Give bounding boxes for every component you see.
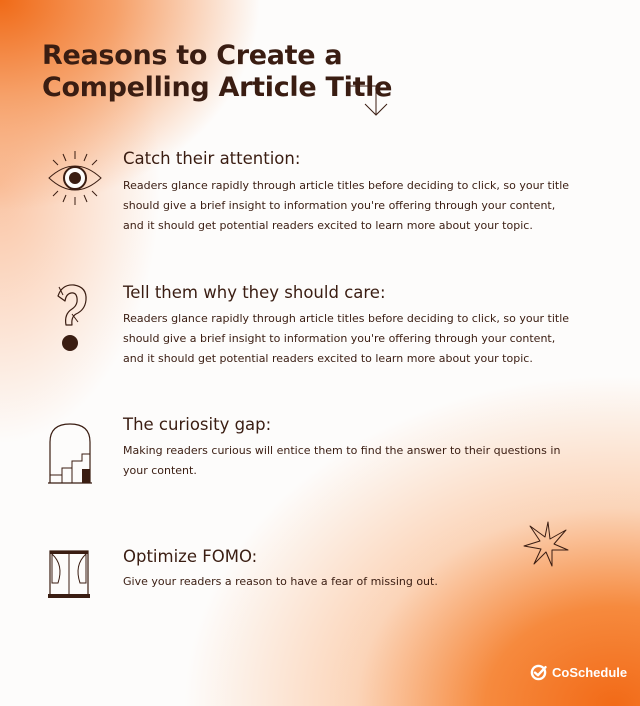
coschedule-check-logo-icon bbox=[530, 664, 547, 681]
page-title-line-2: Compelling Article Title bbox=[42, 72, 393, 103]
reason-title: Optimize FOMO: bbox=[123, 547, 258, 566]
arched-door-stairs-icon bbox=[48, 422, 94, 484]
sparkle-star-icon bbox=[522, 520, 570, 568]
arrow-down-right-icon bbox=[346, 80, 392, 118]
reason-description: Give your readers a reason to have a fear of missing out. bbox=[123, 575, 438, 588]
reason-title: Catch their attention: bbox=[123, 149, 301, 168]
eye-icon bbox=[46, 150, 104, 206]
coschedule-logo bbox=[530, 662, 627, 682]
question-mark-icon bbox=[52, 282, 92, 354]
reason-description: Making readers curious will entice them to find the answer to their questions in your content. bbox=[123, 444, 561, 477]
page-title-line-1: Reasons to Create a bbox=[42, 40, 343, 71]
page-title bbox=[42, 40, 392, 104]
reason-title: Tell them why they should care: bbox=[123, 283, 386, 302]
brand-name: CoSchedule bbox=[552, 664, 628, 680]
reason-description: Readers glance rapidly through article titles before deciding to click, so your title should give a brief insight to information you're offering through your content, and it should get potential readers excited to learn more about your topic. bbox=[123, 179, 570, 232]
reason-description: Readers glance rapidly through article titles before deciding to click, so your title should give a brief insight to information you're offering through your content, and it should get potential readers excited to learn more about your topic. bbox=[123, 312, 570, 365]
reason-title: The curiosity gap: bbox=[123, 415, 272, 434]
window-curtains-icon bbox=[48, 549, 92, 599]
